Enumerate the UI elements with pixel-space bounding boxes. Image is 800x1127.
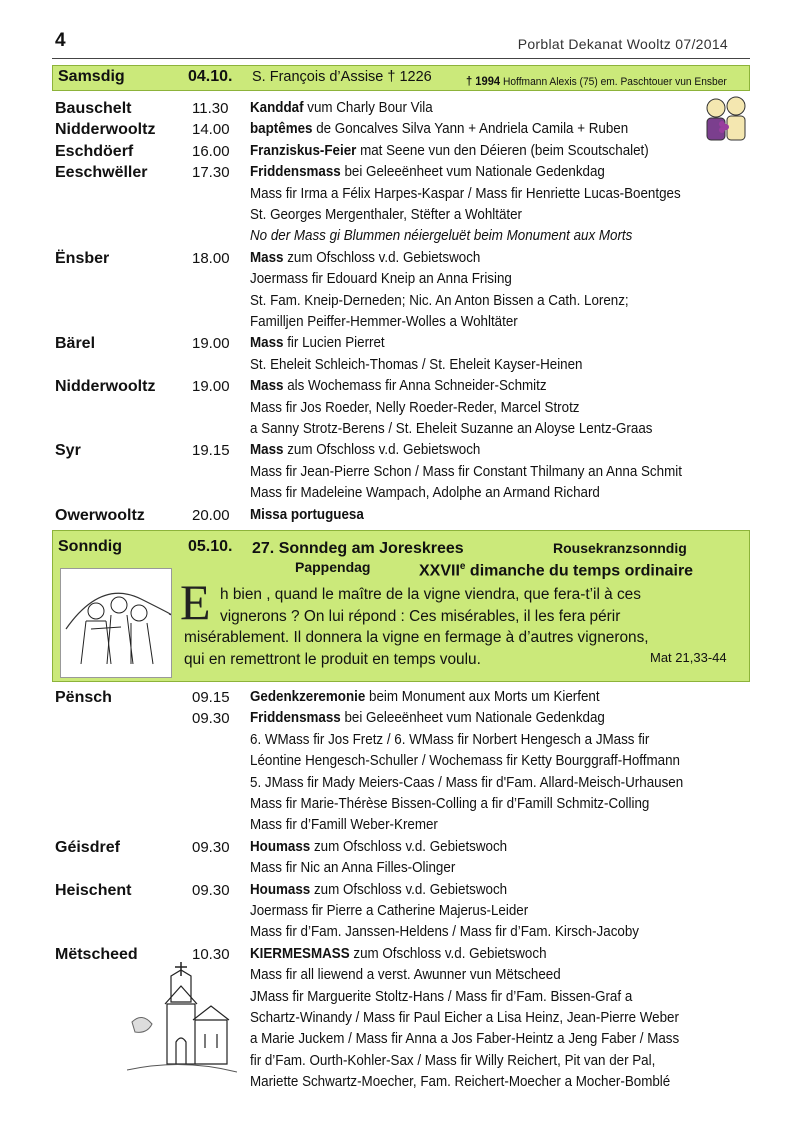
bulletin-title: Porblat Dekanat Wooltz 07/2014 xyxy=(517,36,728,52)
event-detail: St. Fam. Kneip-Derneden; Nic. An Anton Bissen a Cath. Lorenz; xyxy=(250,292,629,309)
gospel-line: misérablement. Il donnera la vigne en fermage à d’autres vignerons, xyxy=(184,629,649,646)
event-line xyxy=(250,687,600,708)
obituary-year: † 1994 xyxy=(466,74,501,88)
event-time: 09.30 xyxy=(192,838,230,856)
event-detail: Mass fir all liewend a verst. Awunner vun Mëtscheed xyxy=(250,967,561,984)
gospel-illustration xyxy=(60,568,172,678)
event-type: Mass xyxy=(250,378,284,395)
event-detail: JMass fir Marguerite Stoltz-Hans / Mass fir d’Fam. Bissen-Graf a xyxy=(250,988,633,1005)
place-name: Bauschelt xyxy=(55,100,132,117)
event-line xyxy=(250,419,652,440)
place-name: Syr xyxy=(55,442,81,460)
sunday-pappendag: Pappendag xyxy=(295,559,371,575)
event-detail: Mass fir d’Fam. Janssen-Heldens / Mass fir d’Fam. Kirsch-Jacoby xyxy=(250,924,639,941)
event-type: Friddensmass xyxy=(250,164,341,181)
event-line xyxy=(250,815,438,836)
event-line xyxy=(250,965,561,986)
event-detail: zum Ofschloss v.d. Gebietswoch xyxy=(310,881,508,898)
event-detail: Léontine Hengesch-Schuller / Wochemass fir Ketty Bourggraff-Hoffmann xyxy=(250,753,680,770)
event-type: Kanddaf xyxy=(250,100,304,116)
event-line xyxy=(250,1008,679,1029)
event-line xyxy=(250,205,522,226)
place-name: Heischent xyxy=(55,881,132,899)
event-detail: Schartz-Winandy / Mass fir Paul Eicher a Lisa Heinz, Jean-Pierre Weber xyxy=(250,1010,679,1026)
event-detail: bei Geleeënheet vum Nationale Gedenkdag xyxy=(340,710,605,727)
gospel-line: qui en remettront le produit en temps voulu. xyxy=(184,650,481,668)
saturday-feast: S. François d’Assise † 1226 xyxy=(252,69,432,85)
event-line xyxy=(250,291,629,312)
event-detail: Familljen Peiffer-Hemmer-Wolles a Wohltäter xyxy=(250,314,518,330)
place-name: Nidderwooltz xyxy=(55,378,156,396)
event-type: Franziskus-Feier xyxy=(250,142,357,159)
event-line xyxy=(250,376,547,397)
event-detail: beim Monument aux Morts um Kierfent xyxy=(365,689,600,705)
event-detail: St. Eheleit Schleich-Thomas / St. Eheleit Kayser-Heinen xyxy=(250,356,583,373)
event-detail: a Marie Juckem / Mass fir Anna a Jos Faber-Heintz a Jeng Faber / Mass xyxy=(250,1031,680,1048)
event-time: 17.30 xyxy=(192,164,230,182)
gospel-line: h bien , quand le maître de la vigne viendra, que fera-t’il à ces xyxy=(220,586,641,603)
event-line xyxy=(250,462,682,483)
event-line xyxy=(250,1029,679,1050)
event-type: Houmass xyxy=(250,838,311,855)
event-line xyxy=(250,483,600,504)
event-detail: als Wochemass fir Anna Schneider-Schmitz xyxy=(283,378,547,395)
event-type: KIERMESMASS xyxy=(250,945,350,962)
place-name: Ënsber xyxy=(55,249,110,267)
place-name: Eeschwëller xyxy=(55,164,148,182)
event-detail: fir Lucien Pierret xyxy=(283,335,385,352)
dimanche-text: dimanche du temps ordinaire xyxy=(465,562,694,580)
event-line xyxy=(250,1051,655,1072)
place-name: Owerwooltz xyxy=(55,506,145,524)
event-type: Mass xyxy=(250,442,284,459)
event-type: Friddensmass xyxy=(250,710,341,727)
event-line xyxy=(250,773,683,794)
event-time: 14.00 xyxy=(192,121,230,139)
event-type: Missa portuguesa xyxy=(250,506,364,523)
event-line xyxy=(250,505,364,526)
event-detail: a Sanny Strotz-Berens / St. Eheleit Suzanne an Aloyse Lentz-Graas xyxy=(250,421,653,437)
place-name: Eschdöerf xyxy=(55,142,134,160)
header-rule xyxy=(52,58,750,59)
dimanche-sup: e xyxy=(459,561,466,572)
event-line xyxy=(250,398,579,419)
event-line xyxy=(250,901,528,922)
event-detail: St. Georges Mergenthaler, Stëfter a Wohltäter xyxy=(250,207,523,223)
event-detail: fir d’Fam. Ourth-Kohler-Sax / Mass fir Willy Reichert, Pit van der Pal, xyxy=(250,1052,656,1069)
event-detail: Mass fir Nic an Anna Filles-Olinger xyxy=(250,860,456,877)
event-line xyxy=(250,837,507,858)
obituary-text: Hoffmann Alexis (75) em. Paschtouer vun Ensber xyxy=(502,76,727,88)
event-time: 16.00 xyxy=(192,142,230,160)
sunday-title: 27. Sonndeg am Joreskrees xyxy=(252,540,464,557)
event-time: 09.15 xyxy=(192,689,230,706)
event-detail: Mass fir Jean-Pierre Schon / Mass fir Constant Thilmany an Anna Schmit xyxy=(250,463,682,480)
event-line xyxy=(250,440,480,461)
sunday-rosary: Rousekranzsonndig xyxy=(553,540,687,556)
event-line xyxy=(250,98,433,119)
event-detail: Joermass fir Edouard Kneip an Anna Frising xyxy=(250,271,512,288)
event-detail: Mass fir d’Famill Weber-Kremer xyxy=(250,817,438,834)
event-detail: No der Mass gi Blummen néiergeluët beim Monument aux Morts xyxy=(250,228,633,245)
event-type: Mass xyxy=(250,335,284,352)
gospel-initial: E xyxy=(180,574,211,630)
event-line xyxy=(250,248,480,269)
event-line xyxy=(250,184,681,205)
event-line xyxy=(250,119,628,140)
event-detail: Mass fir Irma a Félix Harpes-Kaspar / Mass fir Henriette Lucas-Boentges xyxy=(250,185,681,202)
event-time: 09.30 xyxy=(192,881,230,899)
event-line xyxy=(250,730,649,751)
event-detail: Mass fir Madeleine Wampach, Adolphe an Armand Richard xyxy=(250,485,600,502)
event-detail: Mass fir Marie-Thérèse Bissen-Colling a fir d’Famill Schmitz-Colling xyxy=(250,796,650,812)
event-line xyxy=(250,333,385,354)
saturday-date: 04.10. xyxy=(188,68,233,85)
event-line xyxy=(250,858,455,879)
event-detail: zum Ofschloss v.d. Gebietswoch xyxy=(349,945,547,962)
event-time: 09.30 xyxy=(192,710,230,728)
event-detail: mat Seene vun den Déieren (beim Scoutschalet) xyxy=(356,142,649,159)
event-detail: Joermass fir Pierre a Catherine Majerus-Leider xyxy=(250,903,529,919)
event-time: 19.00 xyxy=(192,335,230,353)
event-detail: zum Ofschloss v.d. Gebietswoch xyxy=(310,838,508,855)
event-line xyxy=(250,794,649,815)
event-time: 19.15 xyxy=(192,442,230,460)
event-line xyxy=(250,141,649,162)
event-line xyxy=(250,269,512,290)
event-detail: vum Charly Bour Vila xyxy=(303,100,433,116)
event-detail: Mariette Schwartz-Moecher, Fam. Reichert-Moecher a Mocher-Bomblé xyxy=(250,1074,671,1091)
event-line xyxy=(250,751,680,772)
event-time: 20.00 xyxy=(192,506,230,524)
place-name: Pënsch xyxy=(55,689,112,706)
event-line xyxy=(250,312,518,333)
church-illustration xyxy=(127,962,237,1082)
event-line xyxy=(250,944,547,965)
event-time: 19.00 xyxy=(192,378,230,396)
event-detail: zum Ofschloss v.d. Gebietswoch xyxy=(283,442,481,459)
place-name: Nidderwooltz xyxy=(55,121,156,139)
event-line xyxy=(250,355,583,376)
sunday-date: 05.10. xyxy=(188,538,233,555)
event-detail: Mass fir Jos Roeder, Nelly Roeder-Reder, Marcel Strotz xyxy=(250,399,580,416)
sunday-label: Sonndig xyxy=(58,538,122,555)
event-type: Houmass xyxy=(250,881,311,898)
saturday-obituary xyxy=(466,71,727,93)
children-illustration xyxy=(700,94,752,146)
event-line xyxy=(250,922,639,943)
event-detail: de Goncalves Silva Yann + Andriela Camila + Ruben xyxy=(312,121,629,138)
event-type: Mass xyxy=(250,249,284,266)
gospel-reference: Mat 21,33-44 xyxy=(650,650,727,665)
event-type: Gedenkzeremonie xyxy=(250,689,366,705)
sunday-dimanche xyxy=(419,556,693,581)
event-detail: zum Ofschloss v.d. Gebietswoch xyxy=(283,249,481,266)
place-name: Bärel xyxy=(55,335,96,353)
gospel-line: vignerons ? On lui répond : Ces misérables, il les fera périr xyxy=(220,607,621,625)
event-line xyxy=(250,1072,670,1093)
event-detail: 5. JMass fir Mady Meiers-Caas / Mass fir d'Fam. Allard-Meisch-Urhausen xyxy=(250,774,684,791)
event-time: 11.30 xyxy=(192,100,229,117)
event-detail: 6. WMass fir Jos Fretz / 6. WMass fir Norbert Hengesch a JMass fir xyxy=(250,731,650,748)
event-line xyxy=(250,162,605,183)
event-time: 18.00 xyxy=(192,249,230,267)
dimanche-number: XXVII xyxy=(419,562,460,580)
event-line xyxy=(250,226,632,247)
page-number: 4 xyxy=(55,30,66,51)
event-line xyxy=(250,708,605,729)
saturday-label: Samsdig xyxy=(58,68,125,85)
event-line xyxy=(250,987,632,1008)
event-type: baptêmes xyxy=(250,121,313,138)
place-name: Mëtscheed xyxy=(55,945,138,963)
event-line xyxy=(250,880,507,901)
place-name: Géisdref xyxy=(55,838,120,856)
event-time: 10.30 xyxy=(192,945,230,963)
event-detail: bei Geleeënheet vum Nationale Gedenkdag xyxy=(340,164,605,181)
